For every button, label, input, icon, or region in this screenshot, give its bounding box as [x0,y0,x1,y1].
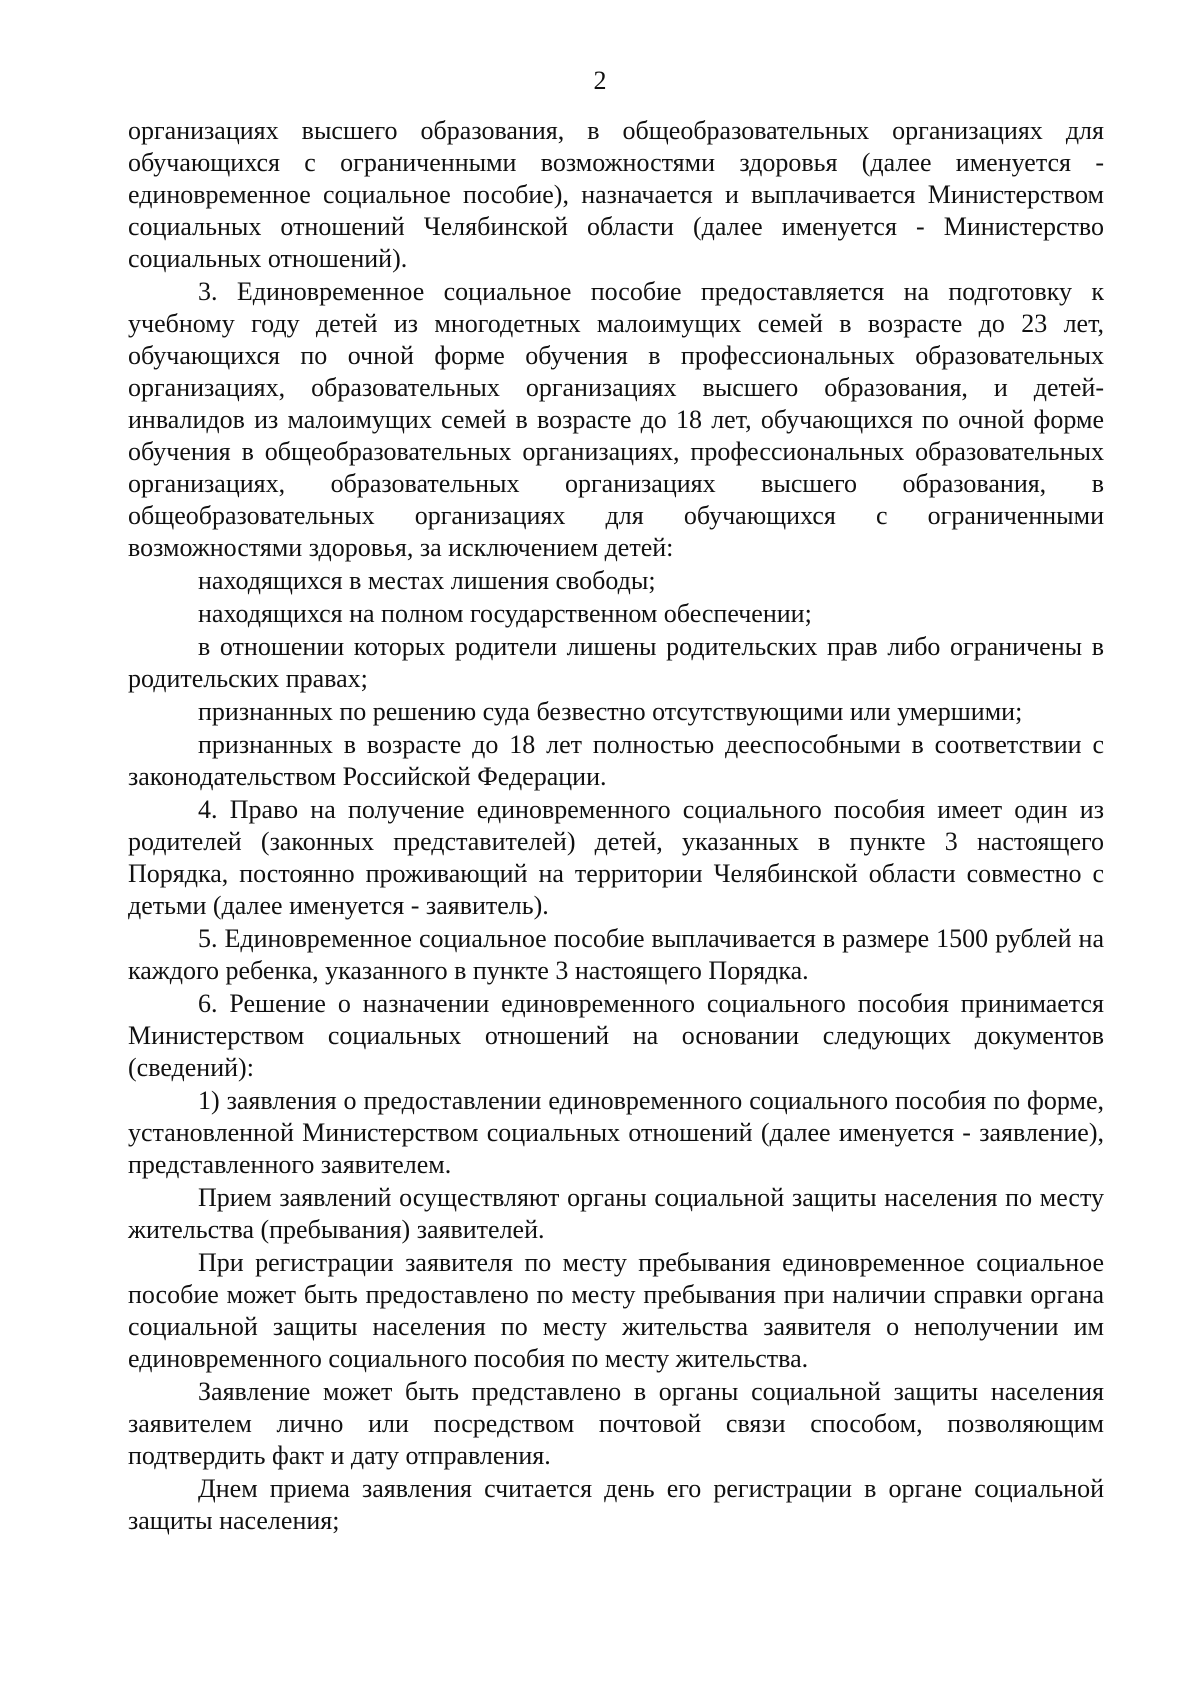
paragraph-item-5: 5. Единовременное социальное пособие выплачивается в размере 1500 рублей на каждого ребенка, указанного в пункте 3 настоящего Порядка. [128,924,1104,985]
paragraph-item-3: 3. Единовременное социальное пособие предоставляется на подготовку к учебному году детей из многодетных малоимущих семей в возрасте до 23 лет, обучающихся по очной форме обучения в профессиональных образовательных организациях, образовательных организациях высшего образования, и детей-инвалидов из малоимущих семей в возрасте до 18 лет, обучающихся по очной форме обучения в общеобразовательных организациях, профессиональных образовательных организациях, образовательных организациях высшего образования, в общеобразовательных организациях для обучающихся с ограниченными возможностями здоровья, за исключением детей: [128,277,1104,562]
paragraph-item-4: 4. Право на получение единовременного социального пособия имеет один из родителей (законных представителей) детей, указанных в пункте 3 настоящего Порядка, постоянно проживающий на территории Челябинской области совместно с детьми (далее именуется - заявитель). [128,795,1104,920]
exclusion-list-item: признанных по решению суда безвестно отсутствующими или умершими; [198,697,1023,726]
paragraph-text: При регистрации заявителя по месту пребывания единовременное социальное пособие может быть предоставлено по месту пребывания при наличии справки органа социальной защиты населения по месту жительства заявителя о неполучении им единовременного социального пособия по месту жительства. [128,1248,1104,1373]
exclusion-list-item: находящихся на полном государственном обеспечении; [198,599,812,628]
exclusion-list-item: признанных в возрасте до 18 лет полностью дееспособными в соответствии с законодательством Российской Федерации. [128,730,1104,791]
exclusion-list-item: находящихся в местах лишения свободы; [198,566,656,595]
paragraph-continuation: организациях высшего образования, в общеобразовательных организациях для обучающихся с ограниченными возможностями здоровья (далее именуется - единовременное социальное пособие), назначается и выплачивается Министерством социальных отношений Челябинской области (далее именуется - Министерство социальных отношений). [128,116,1104,273]
page-number: 2 [593,66,607,95]
paragraph-subitem-1: 1) заявления о предоставлении единовременного социального пособия по форме, установленной Министерством социальных отношений (далее именуется - заявление), представленного заявителем. [128,1086,1104,1179]
document-body [128,115,1104,1538]
paragraph-text: Заявление может быть представлено в органы социальной защиты населения заявителем лично или посредством почтовой связи способом, позволяющим подтвердить факт и дату отправления. [128,1377,1104,1470]
exclusion-list-item: в отношении которых родители лишены родительских прав либо ограничены в родительских правах; [128,632,1104,693]
paragraph-text: Прием заявлений осуществляют органы социальной защиты населения по месту жительства (пребывания) заявителей. [128,1183,1104,1244]
paragraph-text: Днем приема заявления считается день его регистрации в органе социальной защиты населения; [128,1474,1104,1535]
paragraph-item-6: 6. Решение о назначении единовременного социального пособия принимается Министерством социальных отношений на основании следующих документов (сведений): [128,989,1104,1082]
